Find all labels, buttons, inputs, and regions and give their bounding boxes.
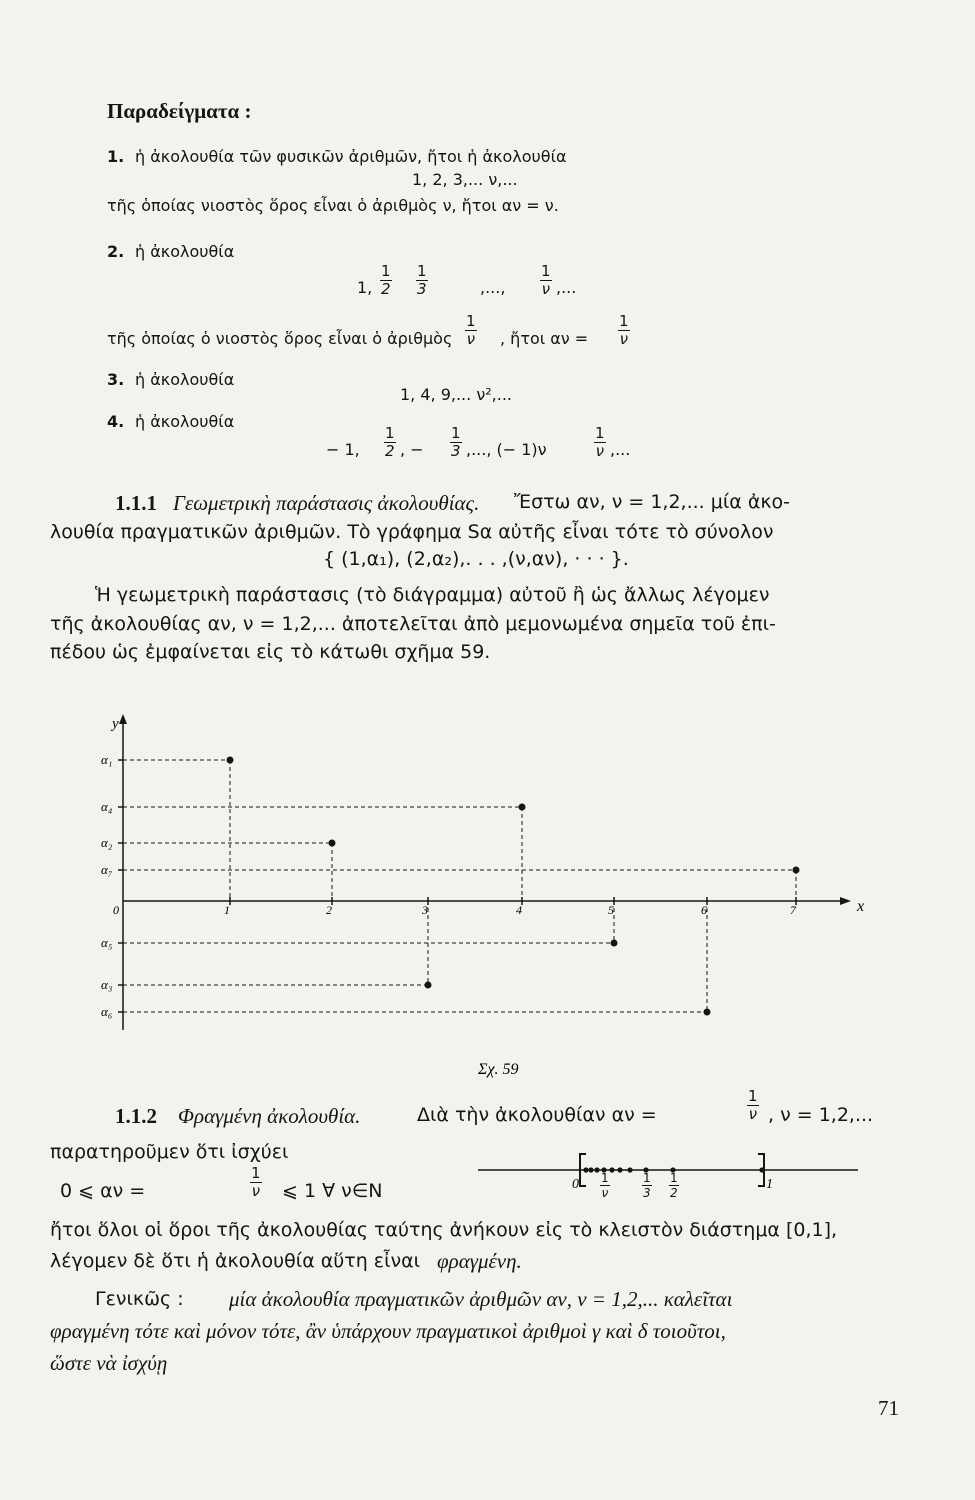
section-1-1-2-line1: Διὰ τὴν ἀκολουθίαν αν = xyxy=(417,1104,657,1126)
section-1-1-2-line4: ἤτοι ὅλοι οἱ ὅροι τῆς ἀκολουθίας ταύτης ἀνήκουν εἰς τὸ κλειστὸν διάστημα [0,1], xyxy=(50,1219,838,1241)
example-1-sequence: 1, 2, 3,... ν,... xyxy=(412,170,518,189)
section-1-1-2-title: Φραγμένη ἀκολουθία. xyxy=(178,1104,361,1128)
point-a7 xyxy=(793,867,800,874)
x-tick-label-3: 3 xyxy=(422,903,428,917)
y-label-a2: α₂ xyxy=(101,835,113,850)
y-label-a4: α₄ xyxy=(101,799,113,814)
x-axis-label: x xyxy=(857,898,865,915)
example-1-line2: τῆς ὁποίας νιοστὸς ὅρος εἶναι ὁ ἀριθμὸς ν, ἤτοι αν = ν. xyxy=(107,196,559,215)
example-2-line2b: , ἤτοι αν = xyxy=(500,329,589,348)
fraction-a-nu: $\frac{1}{\nu}$ xyxy=(619,312,629,348)
interval-fraction-1-3: $\frac{1}{3}$ xyxy=(643,1171,651,1200)
example-2-label: ἡ ἀκολουθία xyxy=(135,242,235,261)
y-axis-label: y xyxy=(112,716,119,732)
y-label-a6: α₆ xyxy=(101,1004,113,1019)
point-a5 xyxy=(611,940,618,947)
section-1-1-1-line5: τῆς ἀκολουθίας αν, ν = 1,2,... ἀποτελεῖται ἀπὸ μεμονωμένα σημεῖα τοῦ ἐπι- xyxy=(50,613,776,635)
example-2-seq-end: ,... xyxy=(556,278,577,297)
interval-left-label: 0 xyxy=(572,1177,579,1192)
fraction-one-over-nu: $\frac{1}{\nu}$ xyxy=(541,262,551,298)
x-tick-label-0: 0 xyxy=(113,903,119,917)
fraction-one-third: $\frac{1}{3}$ xyxy=(417,262,427,298)
example-4-seq-b: , − xyxy=(400,440,424,459)
bounded-inequality-left: 0 ⩽ αν = xyxy=(60,1180,146,1202)
figure-caption: Σχ. 59 xyxy=(478,1061,519,1078)
point-a6 xyxy=(704,1009,711,1016)
example-2-line2a: τῆς ὁποίας ὁ νιοστὸς ὅρος εἶναι ὁ ἀριθμὸς xyxy=(107,329,453,348)
example-2-seq-start: 1, xyxy=(357,278,373,297)
x-tick-label-7: 7 xyxy=(790,903,796,917)
example-1-line1: ἡ ἀκολουθία τῶν φυσικῶν ἀριθμῶν, ἤτοι ἡ ἀκολουθία xyxy=(135,147,567,166)
point-a4 xyxy=(519,804,526,811)
section-1-1-1-title: Γεωμετρικὴ παράστασις ἀκολουθίας. xyxy=(173,491,480,515)
x-tick-label-1: 1 xyxy=(224,903,230,917)
section-1-1-1-line4: Ἡ γεωμετρικὴ παράστασις (τὸ διάγραμμα) αὐτοῦ ἢ ὡς ἄλλως λέγομεν xyxy=(95,584,770,606)
example-2-seq-mid: ,..., xyxy=(480,278,506,297)
x-tick-label-4: 4 xyxy=(516,903,522,917)
point-a3 xyxy=(425,982,432,989)
interval-fraction-1-2: $\frac{1}{2}$ xyxy=(670,1171,678,1200)
point-a1 xyxy=(227,757,234,764)
general-lead: Γενικῶς : xyxy=(95,1288,184,1310)
example-4-seq-d: ,... xyxy=(610,440,631,459)
section-1-1-1-number: 1.1.1 xyxy=(115,491,157,515)
x-tick-label-5: 5 xyxy=(608,903,614,917)
section-1-1-2-bounded-term: φραγμένη. xyxy=(437,1249,522,1273)
example-4-seq-c: ,..., (− 1)ν xyxy=(466,440,547,459)
example-4-label: ἡ ἀκολουθία xyxy=(135,412,235,431)
general-line3: ὥστε νὰ ἰσχύῃ xyxy=(50,1351,168,1375)
y-label-a3: α₃ xyxy=(101,977,113,992)
example-1-number: 1. xyxy=(107,147,125,166)
fraction-a-nu: $\frac{1}{\nu}$ xyxy=(748,1087,758,1123)
page-number: 71 xyxy=(878,1396,899,1420)
y-label-a5: α₅ xyxy=(101,935,113,950)
section-1-1-1-line2: λουθία πραγματικῶν ἀριθμῶν. Τὸ γράφημα Sα αὐτῆς εἶναι τότε τὸ σύνολον xyxy=(50,521,774,543)
example-3-number: 3. xyxy=(107,370,125,389)
section-1-1-2-line2: παρατηροῦμεν ὅτι ἰσχύει xyxy=(50,1141,289,1163)
section-1-1-2-number: 1.1.2 xyxy=(115,1104,157,1128)
point-a2 xyxy=(329,840,336,847)
section-1-1-2-line1-end: , ν = 1,2,... xyxy=(768,1104,874,1126)
fraction-one-half: $\frac{1}{2}$ xyxy=(381,262,391,298)
section-1-1-1-graph-set: { (1,α₁), (2,α₂),. . . ,(ν,αν), · · · }. xyxy=(323,548,629,570)
y-label-a7: α₇ xyxy=(101,862,113,877)
example-4-seq-a: − 1, xyxy=(326,440,360,459)
x-axis-arrow xyxy=(840,897,851,905)
y-label-a1: α₁ xyxy=(101,752,113,767)
section-1-1-1-line6: πέδου ὡς ἐμφαίνεται εἰς τὸ κάτωθι σχῆμα 59. xyxy=(50,641,491,663)
fraction-general-term: $\frac{1}{\nu}$ xyxy=(466,312,476,348)
x-tick-label-2: 2 xyxy=(326,903,332,917)
fraction-one-half: $\frac{1}{2}$ xyxy=(385,424,395,460)
example-3-sequence: 1, 4, 9,... ν²,... xyxy=(400,385,513,404)
examples-heading: Παραδείγματα : xyxy=(107,99,252,123)
fraction-one-third: $\frac{1}{3}$ xyxy=(451,424,461,460)
fraction-bound: $\frac{1}{\nu}$ xyxy=(251,1164,261,1200)
figure-59-sequence-diagram xyxy=(0,700,975,1090)
x-tick-label-6: 6 xyxy=(701,903,707,917)
fraction-one-over-nu: $\frac{1}{\nu}$ xyxy=(595,424,605,460)
dashed-guides xyxy=(123,760,796,1012)
general-line2: φραγμένη τότε καὶ μόνον τότε, ἂν ὑπάρχουν πραγματικοὶ ἀριθμοὶ γ καὶ δ τοιοῦτοι, xyxy=(50,1319,726,1343)
general-line1: μία ἀκολουθία πραγματικῶν ἀριθμῶν αν, ν = 1,2,... καλεῖται xyxy=(229,1287,733,1311)
example-4-number: 4. xyxy=(107,412,125,431)
y-axis-arrow xyxy=(119,714,127,724)
interval-right-label: 1 xyxy=(766,1177,773,1192)
example-3-label: ἡ ἀκολουθία xyxy=(135,370,235,389)
example-2-number: 2. xyxy=(107,242,125,261)
section-1-1-1-line1: Ἔστω αν, ν = 1,2,... μία ἀκο- xyxy=(514,491,791,513)
section-1-1-2-line5: λέγομεν δὲ ὅτι ἡ ἀκολουθία αὕτη εἶναι xyxy=(50,1250,421,1272)
bounded-inequality-right: ⩽ 1 ∀ ν∈N xyxy=(282,1180,383,1202)
interval-fraction-1-nu: $\frac{1}{\nu}$ xyxy=(601,1171,609,1200)
